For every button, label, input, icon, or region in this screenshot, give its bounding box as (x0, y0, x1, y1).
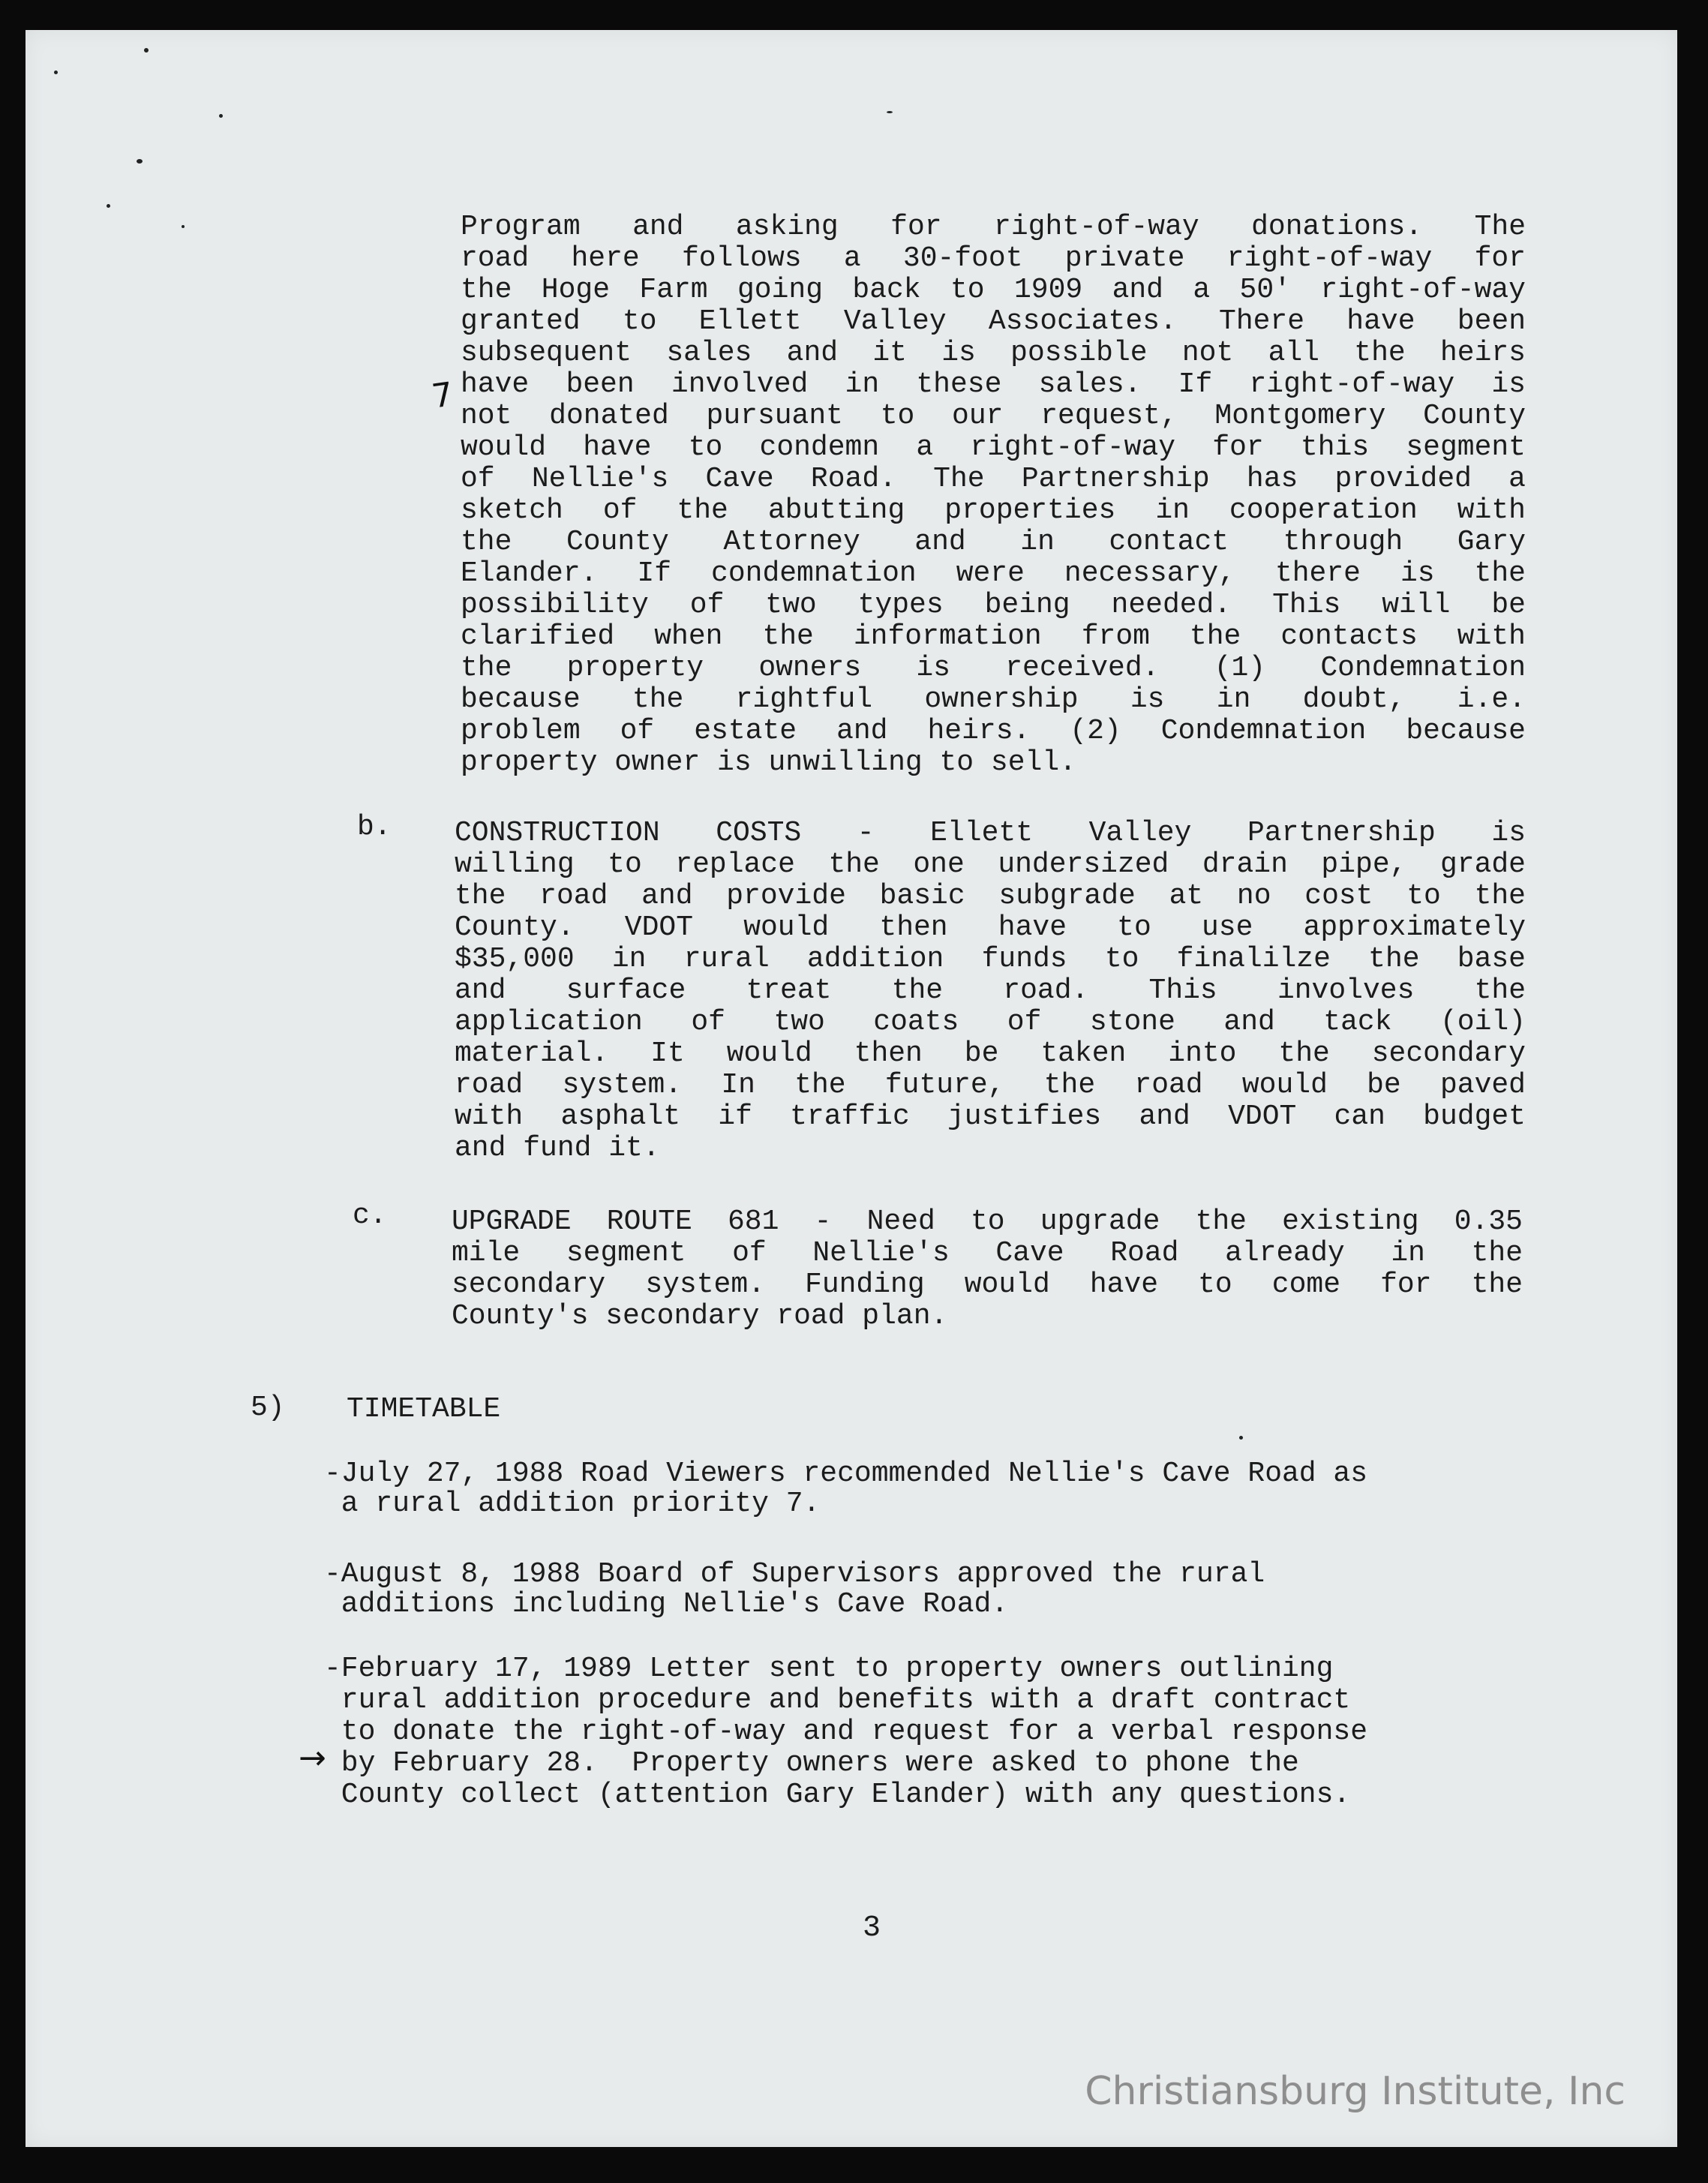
text-line: -July 27, 1988 Road Viewers recommended Nellie's Cave Road as (324, 1458, 1368, 1490)
page-number: 3 (863, 1911, 881, 1945)
text-line: to donate the right-of-way and request for a verbal response (324, 1716, 1368, 1748)
paper-speck (182, 225, 185, 228)
text-line: County. VDOT would then have to use approximately (455, 911, 1526, 944)
section-heading: TIMETABLE (347, 1393, 501, 1425)
text-line: of Nellie's Cave Road. The Partnership has provided a (461, 463, 1526, 495)
text-line: the Hoge Farm going back to 1909 and a 50' right-of-way (461, 274, 1526, 306)
text-line: property owner is unwilling to sell. (461, 746, 1076, 779)
text-line: mile segment of Nellie's Cave Road already in the (452, 1237, 1523, 1269)
text-line: subsequent sales and it is possible not all the heirs (461, 337, 1526, 369)
text-line: and fund it. (455, 1132, 660, 1164)
text-line: $35,000 in rural addition funds to finalilze the base (455, 943, 1526, 975)
text-line: possibility of two types being needed. This will be (461, 589, 1526, 621)
text-line: not donated pursuant to our request, Montgomery County (461, 400, 1526, 432)
text-line: willing to replace the one undersized drain pipe, grade (455, 848, 1526, 881)
text-line: -February 17, 1989 Letter sent to property owners outlining (324, 1653, 1334, 1685)
paper-speck (137, 159, 143, 164)
text-line: road here follows a 30-foot private right-of-way for (461, 242, 1526, 275)
text-line: the property owners is received. (1) Condemnation (461, 652, 1526, 684)
text-line: and surface treat the road. This involves the (455, 974, 1526, 1007)
text-line: with asphalt if traffic justifies and VDOT can budget (455, 1101, 1526, 1133)
handwritten-arrow-icon: → (299, 1739, 326, 1777)
text-line: the road and provide basic subgrade at no cost to the (455, 880, 1526, 912)
text-line: granted to Ellett Valley Associates. There have been (461, 305, 1526, 338)
text-line: UPGRADE ROUTE 681 - Need to upgrade the existing 0.35 (452, 1206, 1523, 1238)
text-line: sketch of the abutting properties in cooperation with (461, 494, 1526, 527)
paper-speck (887, 111, 893, 113)
handwritten-arrow-mark: 7 (429, 375, 456, 416)
text-line: application of two coats of stone and tack (oil) (455, 1006, 1526, 1038)
text-line: -August 8, 1988 Board of Supervisors approved the rural (324, 1558, 1265, 1590)
text-line: would have to condemn a right-of-way for this segment (461, 431, 1526, 464)
text-line: problem of estate and heirs. (2) Condemnation because (461, 715, 1526, 747)
paper-speck (107, 204, 110, 208)
text-line: the County Attorney and in contact through Gary (461, 526, 1526, 558)
text-line: material. It would then be taken into the secondary (455, 1037, 1526, 1070)
text-line: clarified when the information from the contacts with (461, 620, 1526, 653)
paper-speck (54, 71, 58, 74)
text-line: road system. In the future, the road would be paved (455, 1069, 1526, 1101)
section-number: 5) (251, 1392, 285, 1424)
text-line: County's secondary road plan. (452, 1300, 948, 1332)
text-line: additions including Nellie's Cave Road. (324, 1588, 1009, 1620)
text-line: secondary system. Funding would have to come for the (452, 1269, 1523, 1301)
text-line: rural addition procedure and benefits with a draft contract (324, 1684, 1351, 1716)
list-marker: c. (353, 1200, 387, 1232)
list-marker: b. (357, 811, 392, 843)
text-line: CONSTRUCTION COSTS - Ellett Valley Partnership is (455, 817, 1526, 849)
text-line: County collect (attention Gary Elander) with any questions. (324, 1779, 1351, 1811)
paper-speck (144, 48, 149, 53)
paper-speck (1239, 1436, 1243, 1440)
watermark: Christiansburg Institute, Inc (1085, 2069, 1625, 2114)
paper-speck (219, 114, 223, 118)
text-line: have been involved in these sales. If right-of-way is (461, 368, 1526, 401)
text-line: Program and asking for right-of-way donations. The (461, 211, 1526, 243)
text-line: a rural addition priority 7. (324, 1488, 821, 1520)
text-line: by February 28. Property owners were asked to phone the (324, 1747, 1299, 1779)
text-line: because the rightful ownership is in doubt, i.e. (461, 683, 1526, 716)
text-line: Elander. If condemnation were necessary, there is the (461, 557, 1526, 590)
